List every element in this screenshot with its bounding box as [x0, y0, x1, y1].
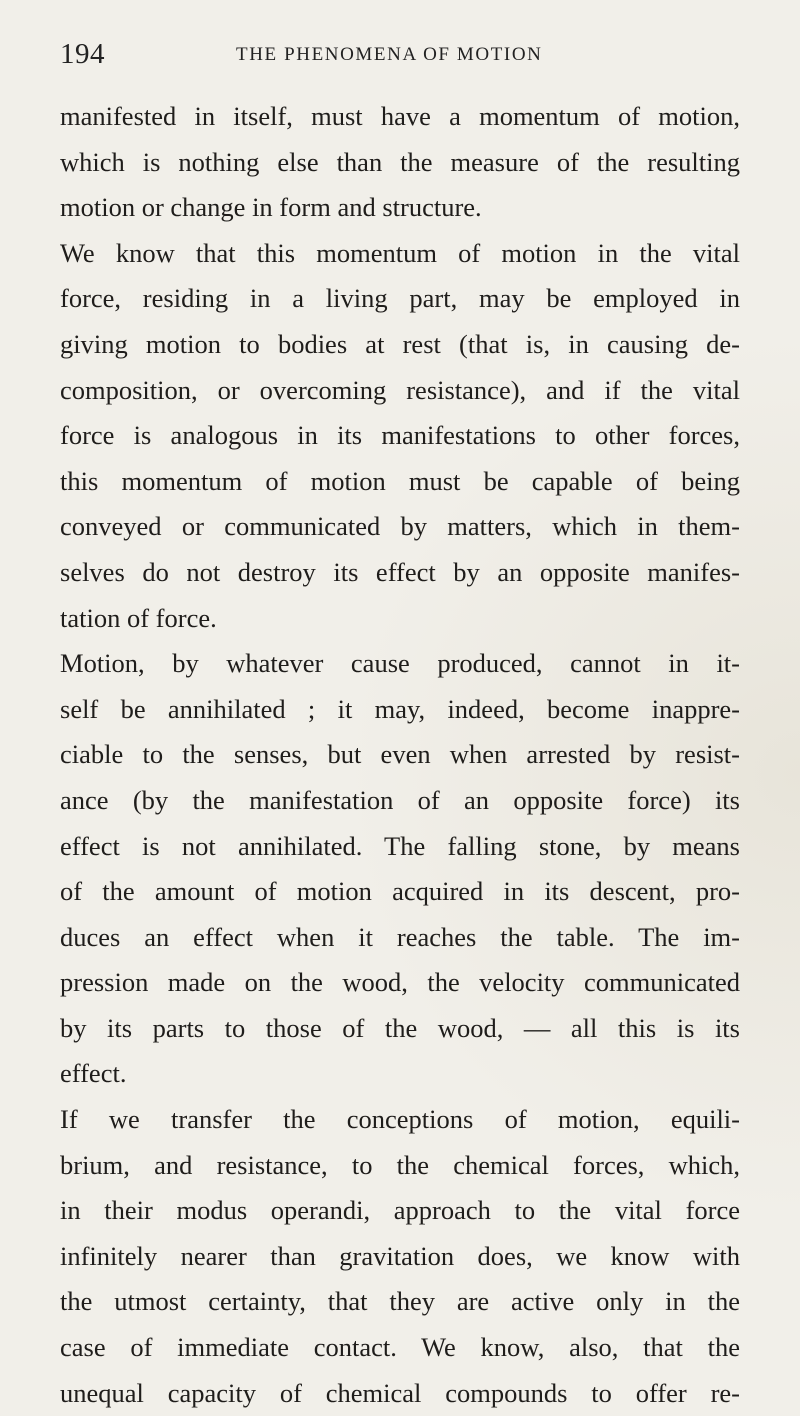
text-line: by its parts to those of the wood, — all this is its — [60, 1012, 740, 1043]
running-head — [60, 32, 760, 82]
text-line: ciable to the senses, but even when arrested by resist- — [60, 739, 740, 770]
text-line: unequal capacity of chemical compounds to offer re- — [60, 1377, 740, 1408]
text-line: the utmost certainty, that they are active only in the — [60, 1286, 740, 1317]
text-line: self be annihilated ; it may, indeed, become inappre- — [60, 693, 740, 724]
text-line: of the amount of motion acquired in its descent, pro- — [60, 876, 740, 907]
text-line: tation of force. — [60, 602, 217, 633]
text-line: Motion, by whatever cause produced, cannot in it- — [60, 648, 740, 679]
text-line: If we transfer the conceptions of motion, equili- — [60, 1104, 740, 1135]
text-line: manifested in itself, must have a momentum of motion, — [60, 101, 740, 131]
text-line: composition, or overcoming resistance), and if the vital — [60, 374, 740, 405]
running-title: THE PHENOMENA OF MOTION — [236, 44, 543, 65]
text-line: in their modus operandi, approach to the vital force — [60, 1195, 740, 1226]
text-line: this momentum of motion must be capable of being — [60, 465, 740, 496]
text-line: effect is not annihilated. The falling stone, by means — [60, 830, 740, 861]
text-line: force, residing in a living part, may be employed in — [60, 283, 740, 314]
text-line: force is analogous in its manifestations to other forces, — [60, 420, 740, 451]
text-line: selves do not destroy its effect by an opposite manifes- — [60, 556, 740, 587]
page-number: 194 — [60, 38, 105, 70]
text-line: which is nothing else than the measure of the resulting — [60, 146, 740, 177]
text-line: brium, and resistance, to the chemical forces, which, — [60, 1149, 740, 1180]
text-line: case of immediate contact. We know, also, that the — [60, 1332, 740, 1363]
text-line: giving motion to bodies at rest (that is, in causing de- — [60, 328, 740, 359]
text-line: effect. — [60, 1058, 127, 1089]
body-text — [60, 94, 740, 1416]
text-line: duces an effect when it reaches the table. The im- — [60, 921, 740, 952]
text-line: conveyed or communicated by matters, which in them- — [60, 511, 740, 542]
text-line: We know that this momentum of motion in the vital — [60, 237, 740, 268]
text-line: motion or change in form and structure. — [60, 192, 482, 223]
text-line: pression made on the wood, the velocity communicated — [60, 967, 740, 998]
text-line: ance (by the manifestation of an opposite force) its — [60, 784, 740, 815]
text-line: infinitely nearer than gravitation does, we know with — [60, 1240, 740, 1271]
